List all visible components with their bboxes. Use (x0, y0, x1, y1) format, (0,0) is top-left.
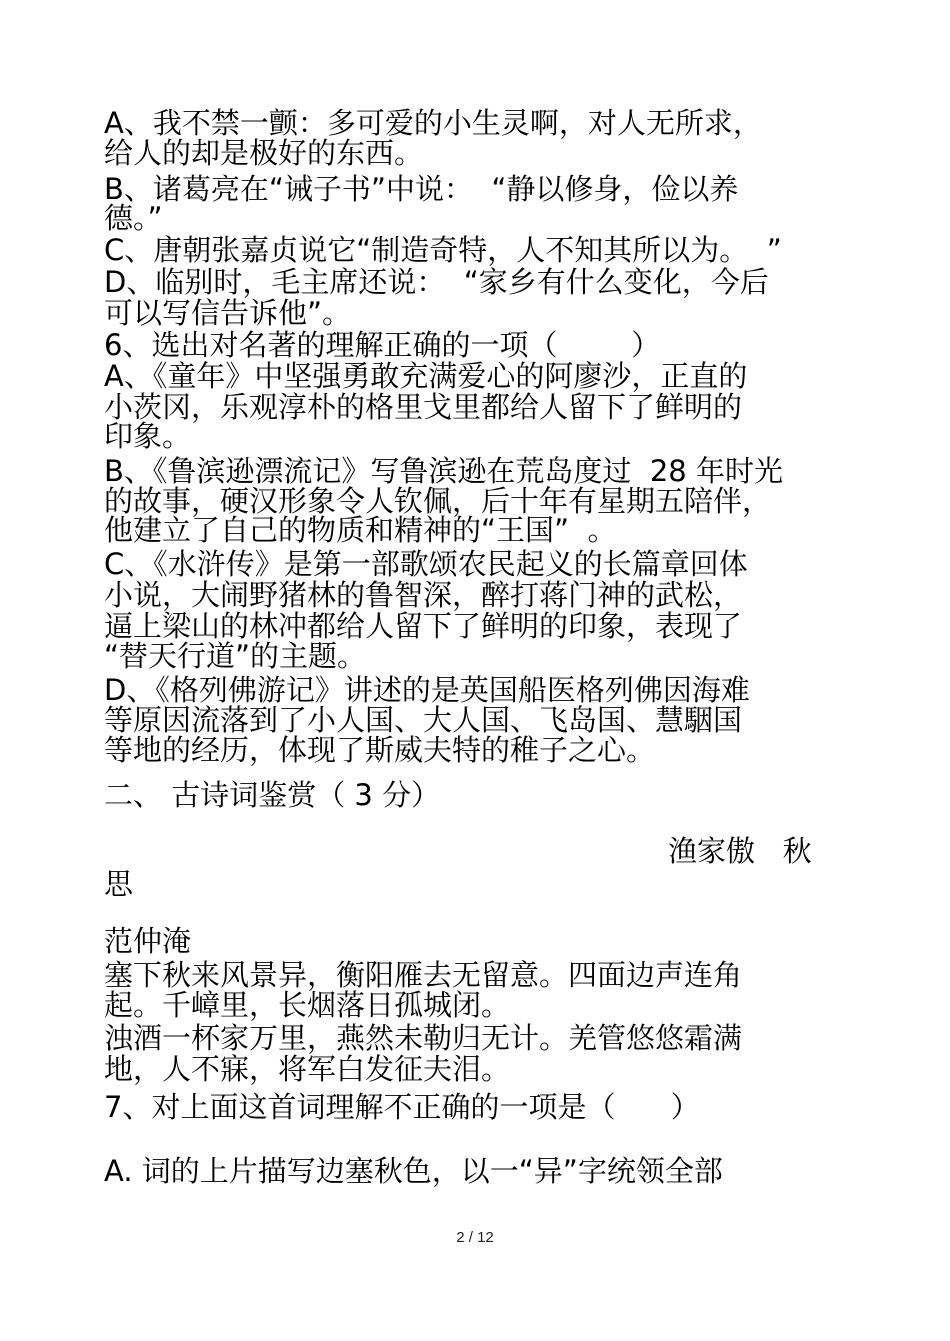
option-6b-line-2: 的故事，硬汉形象令人钦佩，后十年有星期五陪伴， (104, 484, 772, 518)
option-5a-line-2: 给人的却是极好的东西。 (104, 136, 424, 170)
poem-title: 渔家傲 秋 (668, 834, 812, 868)
poem-line-1: 塞下秋来风景异，衡阳雁去无留意。四面边声连角 (104, 958, 743, 992)
poem-line-4: 地，人不寐，将军白发征夫泪。 (104, 1052, 511, 1086)
question-6-stem: 6、选出对名著的理解正确的一项（ ） (104, 328, 661, 362)
question-7-stem: 7、对上面这首词理解不正确的一项是（ ） (104, 1090, 700, 1124)
option-6d-line-3: 等地的经历，体现了斯威夫特的稚子之心。 (104, 733, 656, 767)
option-5a-line-1: A、我不禁一颤：多可爱的小生灵啊，对人无所求， (104, 106, 762, 140)
option-5d-line-1: D、临别时，毛主席还说： “家乡有什么变化，今后 (104, 265, 769, 299)
poem-line-3: 浊酒一杯家万里，燕然未勒归无计。羌管悠悠霜满 (104, 1021, 743, 1055)
option-5b-line-2: 德。” (104, 201, 163, 235)
option-6b-line-1: B、《鲁滨逊漂流记》写鲁滨逊在荒岛度过 28 年时光 (104, 454, 783, 488)
option-5c-line-1: C、唐朝张嘉贞说它“制造奇特，人不知其所以为。 ” (104, 233, 782, 267)
option-5d-line-2: 可以写信告诉他”。 (104, 296, 352, 330)
option-6d-line-2: 等原因流落到了小人国、大人国、飞岛国、慧駰国 (104, 703, 743, 737)
option-6d-line-1: D、《格列佛游记》讲述的是英国船医格列佛因海难 (104, 673, 750, 707)
option-6c-line-4: “替天行道”的主题。 (104, 639, 367, 673)
option-6c-line-3: 逼上梁山的林冲都给人留下了鲜明的印象，表现了 (104, 609, 743, 643)
option-6a-line-2: 小茨冈，乐观淳朴的格里戈里都给人留下了鲜明的 (104, 390, 743, 424)
option-6b-line-3: 他建立了自己的物质和精神的“王国” 。 (104, 513, 617, 547)
option-6a-line-3: 印象。 (104, 419, 192, 453)
option-5b-line-1: B、诸葛亮在“诫子书”中说： “静以修身，俭以养 (104, 172, 739, 206)
option-6a-line-1: A、《童年》中坚强勇敢充满爱心的阿廖沙，正直的 (104, 359, 748, 393)
section-2-heading: 二、 古诗词鉴赏（ 3 分） (104, 778, 441, 812)
poem-author: 范仲淹 (104, 924, 192, 958)
option-6c-line-1: C、《水浒传》是第一部歌颂农民起义的长篇章回体 (104, 547, 748, 581)
option-6c-line-2: 小说，大闹野猪林的鲁智深，醉打蒋门神的武松， (104, 578, 743, 612)
poem-line-2: 起。千嶂里，长烟落日孤城闭。 (104, 988, 511, 1022)
poem-title-wrap: 思 (104, 867, 134, 901)
page-number: 2 / 12 (456, 1229, 494, 1246)
option-7a-line-1: A. 词的上片描写边塞秋色，以一“异”字统领全部 (104, 1154, 723, 1188)
